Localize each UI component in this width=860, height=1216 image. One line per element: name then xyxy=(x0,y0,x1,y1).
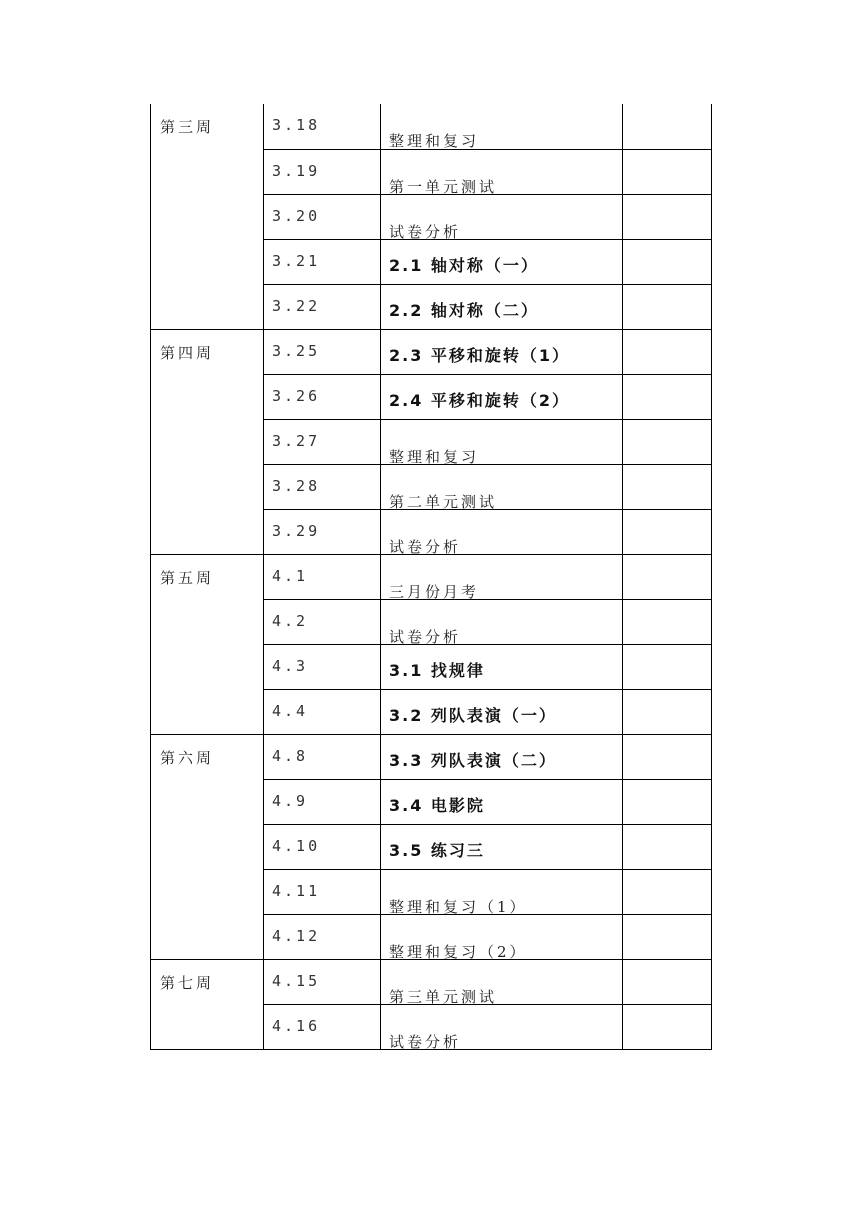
note-cell xyxy=(623,824,712,869)
table-row xyxy=(151,554,712,599)
lesson-cell xyxy=(381,374,623,419)
lesson-text: 2.3 平移和旋转（1） xyxy=(389,345,571,365)
date-cell xyxy=(264,1004,381,1049)
date-cell xyxy=(264,194,381,239)
note-cell xyxy=(623,239,712,284)
lesson-text: 3.4 电影院 xyxy=(389,795,485,815)
date-cell xyxy=(264,734,381,779)
lesson-cell xyxy=(381,419,623,464)
note-cell xyxy=(623,734,712,779)
week-label: 第四周 xyxy=(160,343,215,362)
date-text: 3.22 xyxy=(272,296,321,315)
date-text: 3.19 xyxy=(272,161,321,180)
week-label: 第七周 xyxy=(160,973,215,992)
date-text: 3.29 xyxy=(272,521,321,540)
lesson-text: 2.1 轴对称（一） xyxy=(389,255,539,275)
date-text: 3.26 xyxy=(272,386,321,405)
lesson-text: 2.4 平移和旋转（2） xyxy=(389,390,571,410)
table-row xyxy=(151,734,712,779)
lesson-cell xyxy=(381,464,623,509)
lesson-cell xyxy=(381,779,623,824)
note-cell xyxy=(623,419,712,464)
lesson-cell xyxy=(381,554,623,599)
note-cell xyxy=(623,284,712,329)
date-text: 4.4 xyxy=(272,701,309,720)
lesson-text: 整理和复习 xyxy=(389,132,480,150)
note-cell xyxy=(623,599,712,644)
week-label: 第五周 xyxy=(160,568,215,587)
lesson-text: 三月份月考 xyxy=(389,582,480,601)
date-text: 4.11 xyxy=(272,881,321,900)
lesson-text: 试卷分析 xyxy=(389,627,462,646)
lesson-cell xyxy=(381,104,623,149)
lesson-cell xyxy=(381,194,623,239)
date-text: 4.3 xyxy=(272,656,309,675)
date-text: 4.16 xyxy=(272,1016,321,1035)
date-cell xyxy=(264,284,381,329)
lesson-text: 整理和复习 xyxy=(389,447,480,466)
date-text: 3.20 xyxy=(272,206,321,225)
schedule-table xyxy=(150,104,712,1050)
date-text: 3.25 xyxy=(272,341,321,360)
lesson-text: 第三单元测试 xyxy=(389,987,498,1006)
table-row xyxy=(151,959,712,1004)
lesson-cell xyxy=(381,329,623,374)
note-cell xyxy=(623,149,712,194)
note-cell xyxy=(623,374,712,419)
date-text: 4.2 xyxy=(272,611,309,630)
note-cell xyxy=(623,104,712,149)
lesson-cell xyxy=(381,284,623,329)
lesson-text: 第一单元测试 xyxy=(389,177,498,196)
date-cell xyxy=(264,869,381,914)
schedule-body xyxy=(151,104,712,1049)
week-cell xyxy=(151,554,264,734)
date-cell xyxy=(264,509,381,554)
date-text: 4.1 xyxy=(272,566,309,585)
note-cell xyxy=(623,194,712,239)
date-cell xyxy=(264,239,381,284)
date-cell xyxy=(264,374,381,419)
note-cell xyxy=(623,509,712,554)
week-cell xyxy=(151,329,264,554)
date-cell xyxy=(264,779,381,824)
lesson-cell xyxy=(381,644,623,689)
lesson-text: 试卷分析 xyxy=(389,222,462,241)
lesson-text: 第二单元测试 xyxy=(389,492,498,511)
date-cell xyxy=(264,644,381,689)
lesson-text: 整理和复习（1） xyxy=(389,897,528,916)
lesson-cell xyxy=(381,509,623,554)
lesson-text: 整理和复习（2） xyxy=(389,942,528,961)
lesson-cell xyxy=(381,599,623,644)
note-cell xyxy=(623,869,712,914)
date-text: 3.21 xyxy=(272,251,321,270)
lesson-cell xyxy=(381,914,623,959)
week-label: 第六周 xyxy=(160,748,215,767)
note-cell xyxy=(623,1004,712,1049)
date-cell xyxy=(264,329,381,374)
date-text: 4.9 xyxy=(272,791,309,810)
note-cell xyxy=(623,914,712,959)
date-cell xyxy=(264,959,381,1004)
note-cell xyxy=(623,554,712,599)
lesson-text: 2.2 轴对称（二） xyxy=(389,300,539,320)
note-cell xyxy=(623,959,712,1004)
week-cell xyxy=(151,959,264,1049)
date-text: 3.18 xyxy=(272,116,321,134)
lesson-cell xyxy=(381,959,623,1004)
date-text: 4.8 xyxy=(272,746,309,765)
lesson-cell xyxy=(381,689,623,734)
lesson-cell xyxy=(381,239,623,284)
date-cell xyxy=(264,689,381,734)
lesson-text: 试卷分析 xyxy=(389,537,462,556)
note-cell xyxy=(623,779,712,824)
date-cell xyxy=(264,914,381,959)
date-text: 4.10 xyxy=(272,836,321,855)
lesson-text: 3.3 列队表演（二） xyxy=(389,750,557,770)
note-cell xyxy=(623,464,712,509)
lesson-cell xyxy=(381,824,623,869)
date-cell xyxy=(264,554,381,599)
note-cell xyxy=(623,329,712,374)
date-cell xyxy=(264,104,381,149)
note-cell xyxy=(623,689,712,734)
date-text: 4.15 xyxy=(272,971,321,990)
lesson-cell xyxy=(381,149,623,194)
date-cell xyxy=(264,599,381,644)
lesson-text: 3.1 找规律 xyxy=(389,660,485,680)
lesson-cell xyxy=(381,1004,623,1049)
lesson-text: 3.5 练习三 xyxy=(389,840,485,860)
date-cell xyxy=(264,824,381,869)
lesson-text: 3.2 列队表演（一） xyxy=(389,705,557,725)
week-cell xyxy=(151,104,264,329)
date-text: 3.27 xyxy=(272,431,321,450)
lesson-cell xyxy=(381,734,623,779)
date-text: 4.12 xyxy=(272,926,321,945)
date-cell xyxy=(264,464,381,509)
date-cell xyxy=(264,419,381,464)
week-label: 第三周 xyxy=(160,118,215,136)
date-text: 3.28 xyxy=(272,476,321,495)
week-cell xyxy=(151,734,264,959)
table-row xyxy=(151,329,712,374)
lesson-text: 试卷分析 xyxy=(389,1032,462,1051)
table-row xyxy=(151,104,712,149)
note-cell xyxy=(623,644,712,689)
date-cell xyxy=(264,149,381,194)
lesson-cell xyxy=(381,869,623,914)
